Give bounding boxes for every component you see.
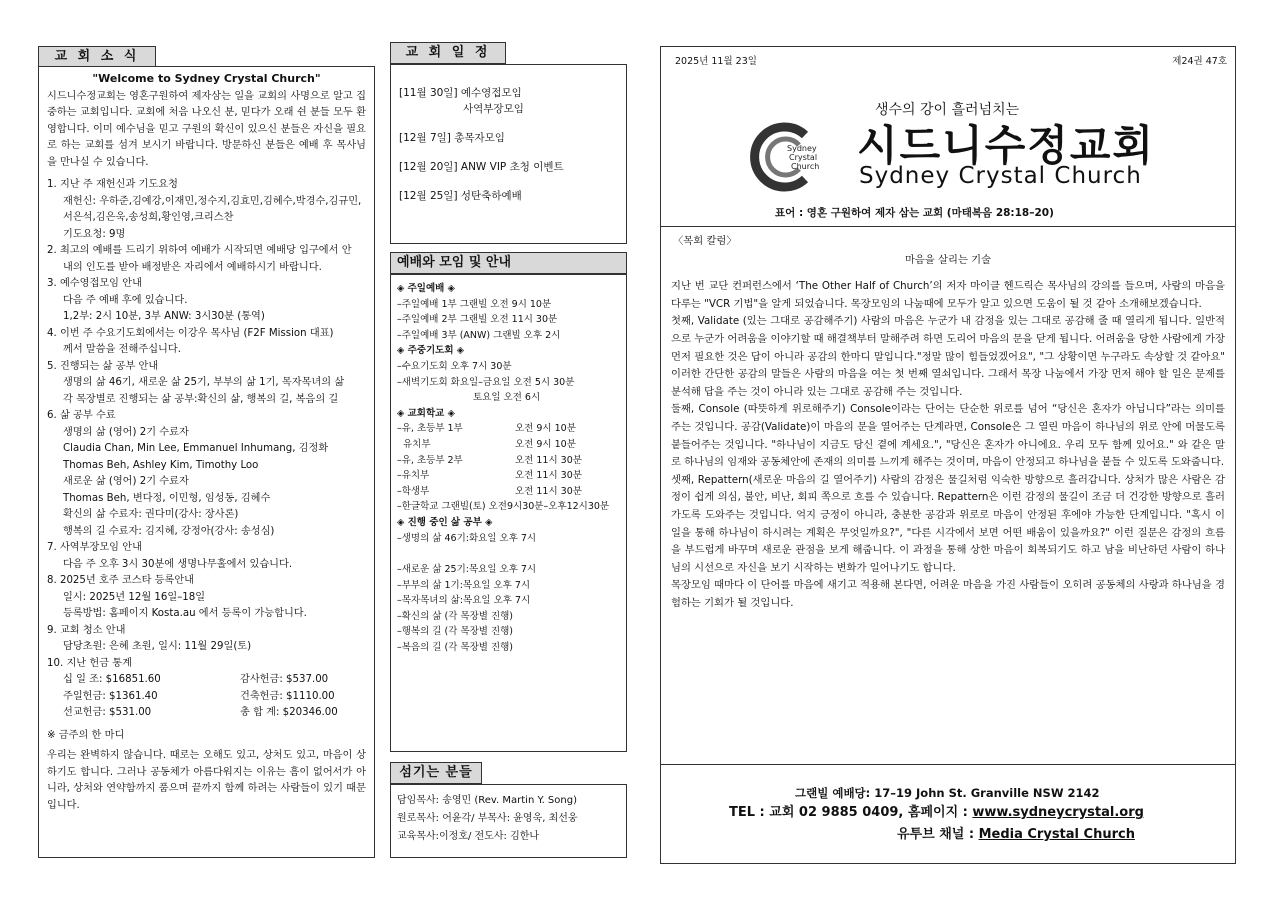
staff-line: 교육목사:이정호/ 전도사: 김한나 xyxy=(397,831,540,842)
prayer-meeting-item: –새벽기도회 화요일–금요일 오전 5시 30분 xyxy=(397,376,575,388)
church-school-heading: ◈ 교회학교 ◈ xyxy=(397,407,455,419)
offering-cell: 건축헌금: $1110.00 xyxy=(240,690,335,702)
schedule-text: 예수영접모임 xyxy=(460,87,522,99)
sunday-worship-list xyxy=(397,297,620,344)
church-school-row xyxy=(397,437,620,453)
schedule-line xyxy=(399,130,618,146)
schedule-section xyxy=(390,64,627,244)
news-item-title: 5. 진행되는 삶 공부 안내 xyxy=(47,360,159,372)
news-item xyxy=(47,359,366,409)
news-item-title: 9. 교회 청소 안내 xyxy=(47,624,126,636)
youtube-label: 유투브 채널 : xyxy=(897,827,979,842)
phone-website xyxy=(729,803,1144,823)
school-name: –유치부 xyxy=(397,470,430,482)
news-item xyxy=(47,276,366,326)
news-item-line: Claudia Chan, Min Lee, Emmanuel Inhumang, 김정화 xyxy=(63,443,329,454)
pastor-column xyxy=(661,229,1235,765)
column-label: 〈목회 칼럼〉 xyxy=(673,235,737,247)
column-paragraph: 셋째, Repattern(새로운 마음의 길 열어주기) 사람의 감정은 물길처럼 익숙한 방향으로 흘러갑니다. 상처가 많은 사람은 감정이 쉽게 의심, 불안, 비난, 회피 쪽으로 흐를 수 있습니다. Repattern은 이런 감정의 물길이 조금 더 건강한 방향으로 흘러가도록 도와주는 것입니다. 억지 긍정이 아니라, 충분한 공감과 위로로 마음이 안정된 후에야 가능한 단계입니다. "혹시 이 일을 통해 하나님이 하시려는 계획은 무엇일까요?", "다른 시각에서 보면 어떤 배움이 있을까요?" 이런 질문은 감정의 흐름을 부드럽게 바꾸며 새로운 관점을 보게 해줍니다. 이 과정을 통해 상한 마음이 회복되기도 하고 남을 비난하던 사람이 하나님의 시선으로 자신을 보기 시작하는 변화가 일어나기도 합니다. xyxy=(671,473,1226,574)
bulletin-front xyxy=(660,46,1236,864)
news-item-line: 내의 인도를 받아 배정받은 자리에서 예배하시기 바랍니다. xyxy=(63,261,322,273)
schedule-line xyxy=(399,159,618,175)
church-name-english: Sydney Crystal Church xyxy=(859,163,1142,189)
church-school-list xyxy=(397,421,620,499)
column-paragraph: 목장모임 때마다 이 단어를 마음에 새기고 적용해 본다면, 어려운 마음을 가진 사람들이 오히려 공동체의 사랑과 하나님을 경험하는 기회가 될 것입니다. xyxy=(671,579,1225,609)
prayer-meeting-item: 토요일 오전 6시 xyxy=(473,392,541,404)
address: 그랜빌 예배당: 17–19 John St. Granville NSW 2142 xyxy=(795,786,1100,800)
news-item-line: 등록방법: 홈페이지 Kosta.au 에서 등록이 가능합니다. xyxy=(63,608,307,619)
sunday-worship-item: –주일예배 3부 (ANW) 그랜빌 오후 2시 xyxy=(397,329,561,341)
schedule-line xyxy=(399,85,618,101)
prayer-meeting-item: –수요기도회 오후 7시 30분 xyxy=(397,360,512,372)
news-tab: 교 회 소 식 xyxy=(38,46,156,68)
news-item xyxy=(47,326,366,359)
schedule-text: 성탄축하예배 xyxy=(460,190,522,202)
study-item: –확신의 삶 (각 목장별 진행) xyxy=(397,610,514,622)
church-name-korean: 시드니수정교회 xyxy=(857,121,1156,170)
column-paragraph: 둘째, Console (따뜻하게 위로해주기) Console이라는 단어는 단순한 위로를 넘어 “당신은 혼자가 아닙니다”라는 의미를 주는 것입니다. 공감(Validate)이 마음의 문을 열어주는 단계라면, Console은 그 열린 마음이 하나님의 위로 안에 머물도록 붙들어주는 것입니다. "하나님이 지금도 당신 곁에 계세요.", "당신은 혼자가 아니에요. 우리 모두 함께 있어요." 와 같은 말로 하나님의 임재와 공동체안에 존재의 의미를 느끼게 해주는 것이며, 마음이 안정되고 하나님을 붙들 수 있도록 도와줍니다. xyxy=(671,403,1225,469)
news-item-line: Thomas Beh, 변다정, 이민형, 임성동, 김혜수 xyxy=(63,492,271,504)
study-item: –복음의 길 (각 목장별 진행) xyxy=(397,642,514,654)
schedule-tab: 교 회 일 정 xyxy=(390,42,506,64)
schedule-sub: 사역부장모임 xyxy=(463,103,524,115)
staff-line: 원로목사: 어윤각/ 부목사: 윤영욱, 최선웅 xyxy=(397,813,578,824)
news-item-title: 7. 사역부장모임 안내 xyxy=(47,542,142,553)
services-section xyxy=(390,274,627,752)
school-time: 오전 11시 30분 xyxy=(515,485,582,497)
news-item-line: 생명의 삶 46기, 새로운 삶 25기, 부부의 삶 1기, 목자목녀의 삶 xyxy=(63,377,345,388)
news-item xyxy=(47,177,366,243)
logo-word: Church xyxy=(791,162,820,171)
offering-title: 10. 지난 헌금 통계 xyxy=(47,657,132,669)
youtube-channel xyxy=(897,825,1135,845)
logo-word: Crystal xyxy=(789,153,818,162)
welcome-title: "Welcome to Sydney Crystal Church" xyxy=(92,72,321,85)
news-item xyxy=(47,623,366,656)
study-item: –생명의 삶 46기:화요일 오후 7시 xyxy=(397,532,537,544)
news-item-line: 서은석,김은욱,송성희,황인영,크리스찬 xyxy=(63,212,234,223)
schedule-event xyxy=(399,159,618,175)
youtube-link[interactable]: Media Crystal Church xyxy=(978,827,1135,842)
sunday-worship-item: –주일예배 1부 그랜빌 오전 9시 10분 xyxy=(397,298,552,310)
study-item: –목자목녀의 삶:목요일 오후 7시 xyxy=(397,595,531,607)
news-item-line: 새로운 삶 (영어) 2기 수료자 xyxy=(63,476,189,487)
column-paragraph: 첫째, Validate (있는 그대로 공감해주기) 사람의 마음은 누군가 내 감정을 있는 그대로 공감해 줄 때 열리게 됩니다. 일반적으로 누군가 어려움을 이야기할 때 해결책부터 말해주려 하면 도리어 마음의 문을 닫게 됩니다. 어려움을 당한 사람에게 가장 먼저 필요한 것은 답이 아니라 공감의 한마디 말입니다."정말 많이 힘들었겠어요", "그 상황이면 누구라도 속상할 것 같아요" 이러한 간단한 공감의 말들은 사람의 마음을 여는 첫 번째 열쇠입니다. 그래서 목장 나눔에서 가장 먼저 해야 할 일은 문제를 분석해 답을 주는 것이 아니라 있는 그대로 공감해 주는 것입니다. xyxy=(671,315,1225,398)
news-item-title: 6. 삶 공부 수료 xyxy=(47,410,116,421)
news-item-line: 재헌신: 우하준,김예강,이재민,정수지,김효민,김혜수,박경수,김규민, xyxy=(63,195,362,207)
news-item-line: 담당초원: 은혜 초원, 일시: 11월 29일(토) xyxy=(63,641,252,652)
sunday-worship-heading: ◈ 주일예배 ◈ xyxy=(397,283,455,294)
news-item-line: Thomas Beh, Ashley Kim, Timothy Loo xyxy=(63,459,259,471)
services-tab: 예배와 모임 및 안내 xyxy=(390,252,627,274)
schedule-event xyxy=(399,188,618,204)
masthead xyxy=(661,47,1235,227)
school-time: 오전 11시 30분 xyxy=(515,470,582,482)
welcome-text: 시드니수정교회는 영혼구원하여 제자삼는 일을 교회의 사명으로 알고 집중하는 교회입니다. 교회에 처음 나오신 분, 믿다가 오래 쉰 분들 모두 환영합니다. 이미 예수님을 믿고 구원의 확신이 있으신 분들은 자신을 필요로 하는 교회를 섬겨 보시기 바랍니다. 방문하신 분들은 예배 후 목사님을 만나실 수 있습니다. xyxy=(47,90,366,168)
offering-cell: 십 일 조: $16851.60 xyxy=(63,674,161,685)
offering-table xyxy=(47,672,366,722)
sunday-worship-item: –주일예배 2부 그랜빌 오전 11시 30분 xyxy=(397,314,558,326)
news-item-line: 다음 주 예배 후에 있습니다. xyxy=(63,294,188,306)
study-list xyxy=(397,562,620,656)
weekday-prayer-list xyxy=(397,359,620,406)
study-heading: ◈ 진행 중인 삶 공부 ◈ xyxy=(397,516,493,528)
schedule-event xyxy=(399,130,618,146)
website-link[interactable]: www.sydneycrystal.org xyxy=(972,805,1144,820)
study-item: –새로운 삶 25기:목요일 오후 7시 xyxy=(397,564,537,576)
weekday-prayer-heading: ◈ 주중기도회 ◈ xyxy=(397,345,465,357)
column-paragraph: 지난 번 교단 컨퍼런스에서 ‘The Other Half of Church’의 저자 마이클 헨드릭슨 목사님의 강의를 들으며, 사람의 마음을 다루는 "VCR 기법"을 알게 되었습니다. 목장모임의 나눔때에 모두가 알고 있으면 도움이 될 것 같아 소개해보겠습니다. xyxy=(671,280,1225,310)
church-school-row xyxy=(397,484,620,500)
news-item-line: 확신의 삶 수료자: 권다미(강사: 장사론) xyxy=(63,509,239,520)
offering-cell: 주일헌금: $1361.40 xyxy=(63,690,158,702)
schedule-text: ANW VIP 초청 이벤트 xyxy=(460,161,564,173)
news-item xyxy=(47,408,366,540)
schedule-date: [12월 20일] xyxy=(399,161,458,173)
schedule-date: [12월 25일] xyxy=(399,190,458,202)
schedule-event xyxy=(399,85,618,117)
news-item-title: 2. 최고의 예배를 드리기 위하여 예배가 시작되면 예배당 입구에서 안 xyxy=(47,245,352,256)
news-item xyxy=(47,573,366,623)
study-item: –부부의 삶 1기:목요일 오후 7시 xyxy=(397,579,531,591)
logo-word: Sydney xyxy=(787,144,817,153)
news-item-line: 1,2부: 2시 10분, 3부 ANW: 3시30분 (통역) xyxy=(63,311,265,322)
schedule-date: [12월 7일] xyxy=(399,132,451,144)
phone-label: TEL : 교회 02 9885 0409, 홈페이지 : xyxy=(729,805,973,820)
offering-cell: 선교헌금: $531.00 xyxy=(63,707,152,718)
church-school-row xyxy=(397,468,620,484)
news-item-line: 일시: 2025년 12월 16일–18일 xyxy=(63,591,206,603)
offering-cell: 감사헌금: $537.00 xyxy=(240,674,329,685)
school-time: 오전 11시 30분 xyxy=(515,454,582,466)
special-text: 우리는 완벽하지 않습니다. 때로는 오해도 있고, 상처도 있고, 마음이 상하기도 합니다. 그러나 공동체가 아름다워지는 이유는 흠이 없어서가 아니라, 상처와 연약함까지 품으며 끝까지 함께 하려는 사람들이 있기 때문입니다. xyxy=(47,750,366,811)
offering-cell: 총 합 계: $20346.00 xyxy=(240,707,338,718)
church-school-row xyxy=(397,421,620,437)
church-logo-icon xyxy=(747,117,827,197)
news-item-line: 기도요청: 9명 xyxy=(63,228,126,240)
tagline: 생수의 강이 흘러넘치는 xyxy=(875,102,1020,118)
bulletin-volume: 제24권 47호 xyxy=(1172,56,1227,67)
news-item-line: 각 목장별로 진행되는 삶 공부:확신의 삶, 행복의 길, 복음의 길 xyxy=(63,393,339,405)
staff-section xyxy=(390,784,627,858)
staff-tab: 섬기는 분들 xyxy=(390,762,482,784)
school-name: –학생부 xyxy=(397,485,430,497)
news-item-line: 행복의 길 수료자: 김지혜, 강정아(강사: 송성심) xyxy=(63,525,275,537)
special-title: ※ 금주의 한 마디 xyxy=(47,729,125,741)
news-item-title: 4. 이번 주 수요기도회에서는 이강우 목사님 (F2F Mission 대표) xyxy=(47,327,334,339)
church-motto: 표어 : 영혼 구원하여 제자 삼는 교회 (마태복음 28:18–20) xyxy=(775,207,1054,219)
news-item-line: 다음 주 오후 3시 30분에 생명나무홀에서 있습니다. xyxy=(63,558,293,570)
school-name: –유, 초등부 2부 xyxy=(397,454,463,466)
staff-line: 담임목사: 송영민 (Rev. Martin Y. Song) xyxy=(397,795,577,806)
bulletin-date: 2025년 11월 23일 xyxy=(675,56,757,67)
school-time: 오전 9시 10분 xyxy=(515,438,576,450)
schedule-line xyxy=(399,188,618,204)
column-title: 마음을 살리는 기술 xyxy=(904,253,992,266)
news-item-title: 3. 예수영접모임 안내 xyxy=(47,278,142,289)
news-item xyxy=(47,243,366,276)
study-item: –행복의 길 (각 목장별 진행) xyxy=(397,626,514,638)
news-item-title: 1. 지난 주 재헌신과 기도요청 xyxy=(47,179,178,190)
column-body xyxy=(671,278,1225,612)
school-name: 유치부 xyxy=(403,438,431,450)
news-item xyxy=(47,540,366,573)
news-item-line: 생명의 삶 (영어) 2기 수료자 xyxy=(63,426,189,438)
school-name: –유, 초등부 1부 xyxy=(397,423,463,435)
news-item-line: 께서 말씀을 전해주십니다. xyxy=(63,344,181,355)
contact-info xyxy=(661,777,1235,865)
church-school-row xyxy=(397,453,620,469)
church-news-section xyxy=(38,66,375,858)
schedule-date: [11월 30일] xyxy=(399,87,458,99)
news-items xyxy=(47,177,366,656)
korean-school: –한글학교 그랜빌(토) 오전9시30분–오후12시30분 xyxy=(397,501,610,513)
schedule-text: 총목자모임 xyxy=(454,132,505,144)
news-item-title: 8. 2025년 호주 코스타 등록안내 xyxy=(47,575,195,586)
school-time: 오전 9시 10분 xyxy=(515,423,576,435)
